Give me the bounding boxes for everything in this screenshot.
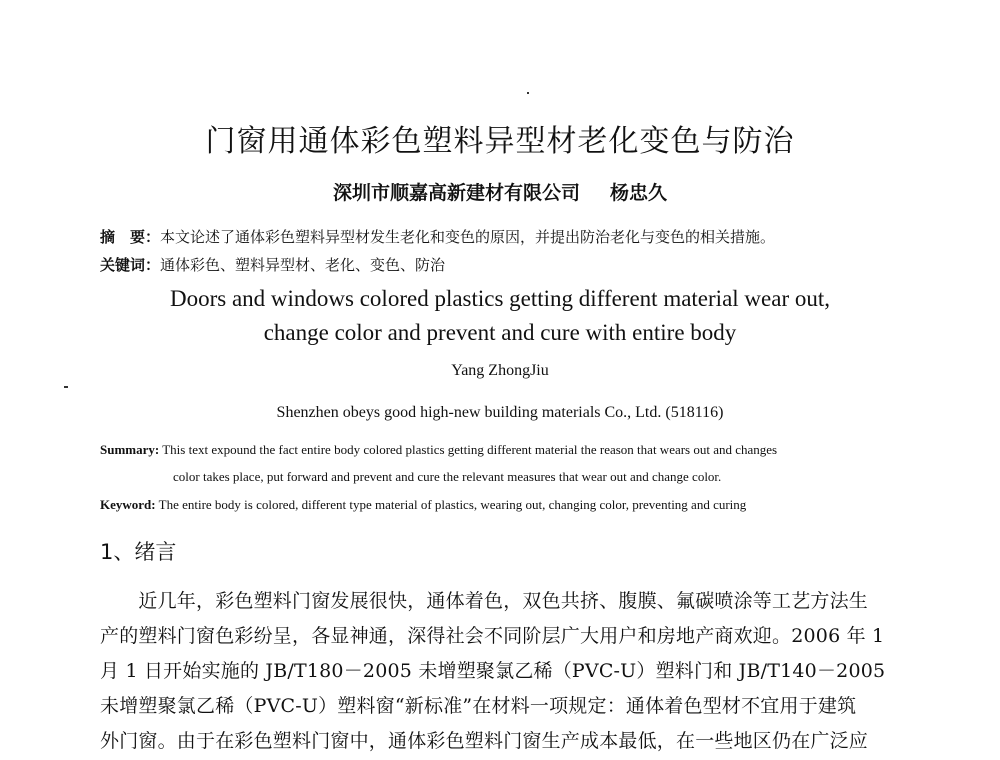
abstract-text: 本文论述了通体彩色塑料异型材发生老化和变色的原因，并提出防治老化与变色的相关措施。 — [160, 228, 776, 246]
body-line: 产的塑料门窗色彩纷呈，各显神通，深得社会不同阶层广大用户和房地产商欢迎。2006 年 1 — [100, 625, 885, 647]
keywords-text: 通体彩色、塑料异型材、老化、变色、防治 — [160, 256, 446, 274]
keyword-label: Keyword: — [100, 497, 156, 512]
body-line: 近几年，彩色塑料门窗发展很快，通体着色，双色共挤、腹膜、氟碳喷涂等工艺方法生 — [100, 590, 869, 612]
abstract-label: 摘 要： — [100, 228, 161, 246]
english-title-line-2: change color and prevent and cure with entire body — [263, 320, 737, 345]
summary-line-1: This text expound the fact entire body colored plastics getting different material the reason that wears out and changes — [162, 442, 778, 457]
keywords-label: 关键词： — [100, 256, 161, 274]
body-line: 未增塑聚氯乙稀（PVC-U）塑料窗“新标准”在材料一项规定：通体着色型材不宜用于建筑 — [100, 695, 857, 717]
summary-line-2: color takes place, put forward and prevent and cure the relevant measures that wear out and change color. — [173, 469, 722, 484]
scan-speck — [64, 386, 68, 388]
summary-label: Summary: — [100, 442, 160, 457]
affiliation: 深圳市顺嘉高新建材有限公司 — [332, 182, 580, 204]
keyword-text: The entire body is colored, different type material of plastics, wearing out, changing color, preventing and curing — [158, 497, 747, 512]
abstract-zh — [100, 226, 775, 247]
summary — [100, 442, 777, 458]
author-name: 杨忠久 — [610, 182, 668, 204]
keywords-zh — [100, 254, 445, 275]
keyword-en — [100, 497, 746, 513]
paper-title: 门窗用通体彩色塑料异型材老化变色与防治 — [205, 124, 795, 159]
body-line: 月 1 日开始实施的 JB/T180－2005 未增塑聚氯乙稀（PVC-U）塑料门和 JB/T140－2005 — [100, 660, 886, 682]
english-title-line-1: Doors and windows colored plastics getting different material wear out, — [169, 286, 830, 311]
scan-speck — [527, 92, 529, 94]
section-heading: 1、绪言 — [100, 540, 177, 564]
body-line: 外门窗。由于在彩色塑料门窗中，通体彩色塑料门窗生产成本最低，在一些地区仍在广泛应 — [100, 730, 869, 752]
author-line — [0, 178, 1000, 205]
english-affiliation: Shenzhen obeys good high-new building materials Co., Ltd. (518116) — [276, 404, 724, 421]
english-author: Yang ZhongJiu — [451, 362, 549, 379]
